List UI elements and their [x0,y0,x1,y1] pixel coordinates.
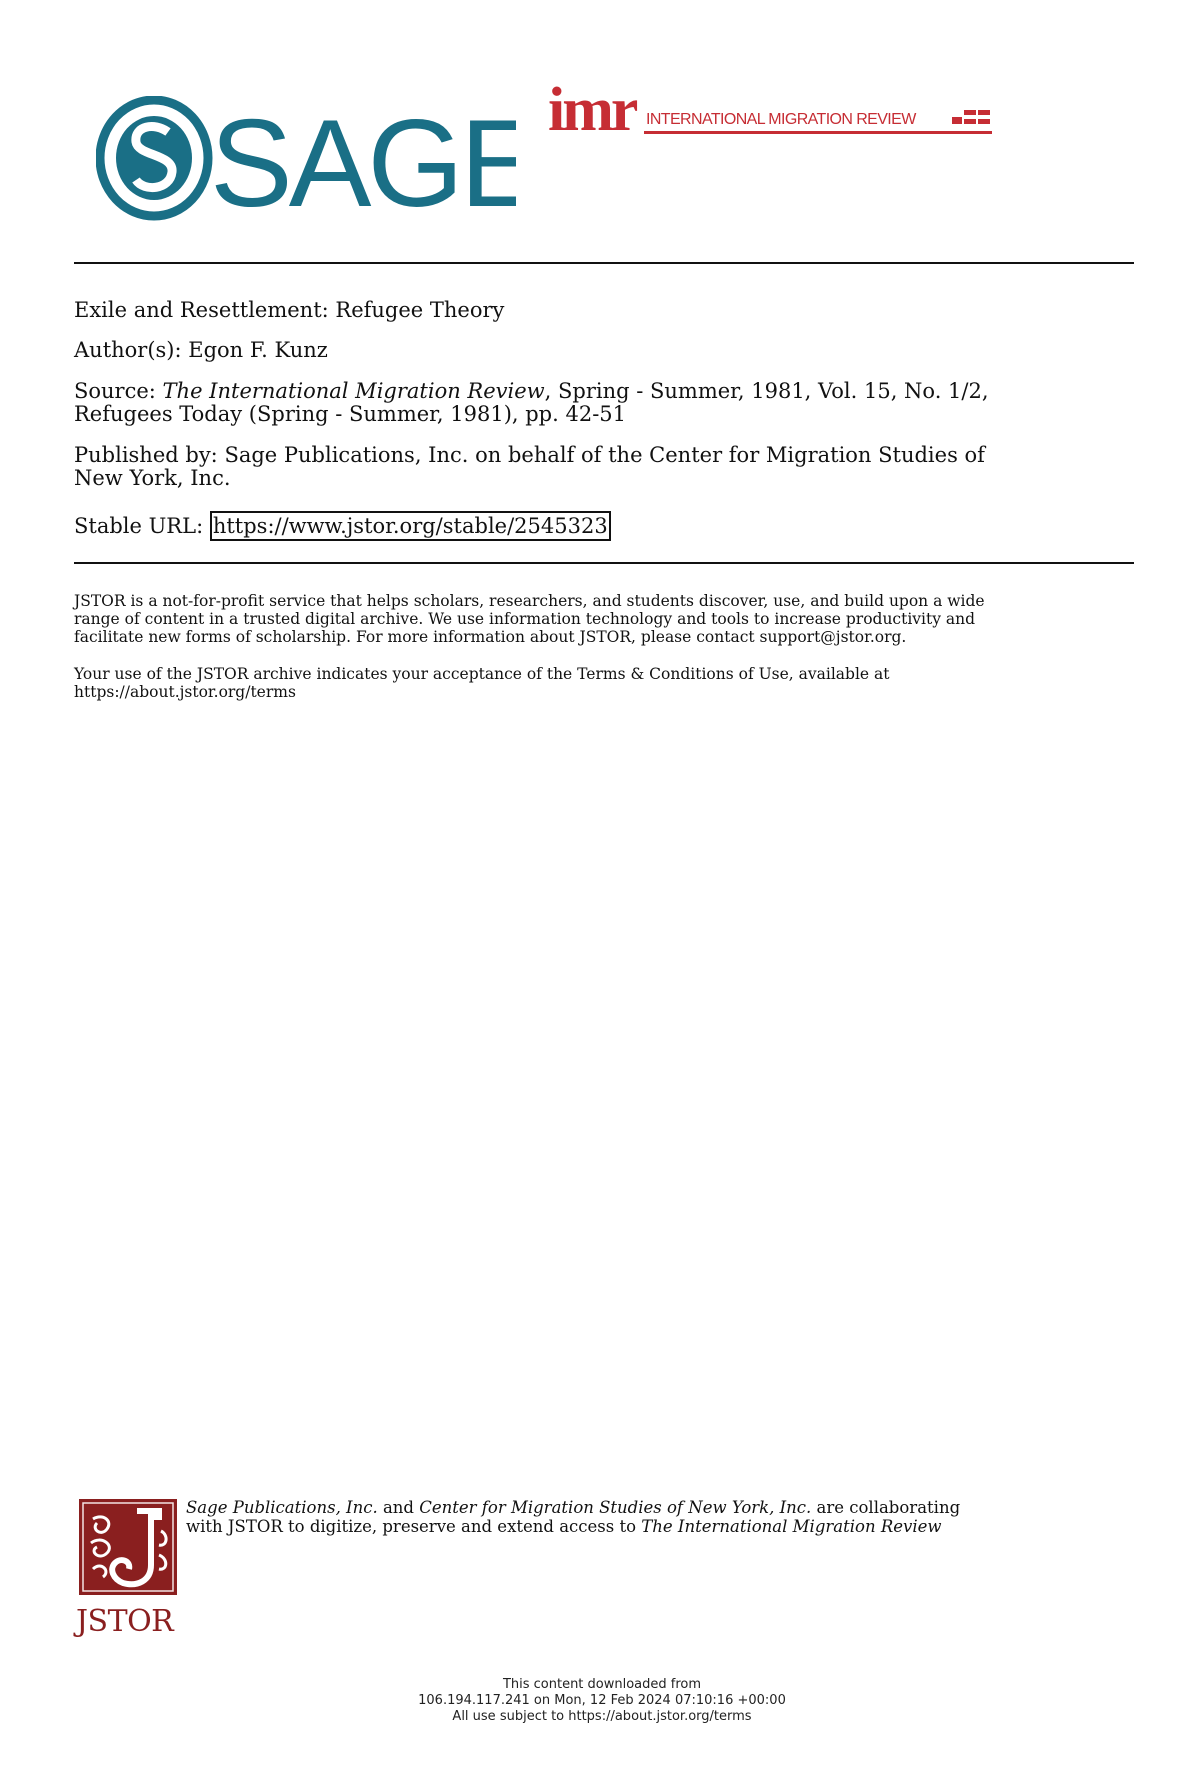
source-details: , Spring - Summer, 1981, Vol. 15, No. 1/2, [544,379,989,403]
author-line [74,339,1134,362]
terms-line-2: https://about.jstor.org/terms [74,683,296,701]
author-label: Author(s): [74,338,182,362]
notice-line-2: range of content in a trusted digital archive. We use information technology and tools to increase productivity and [74,610,976,628]
stable-url-line [74,511,1134,541]
collab-rest: are collaborating [811,1498,961,1517]
collab-journal: The International Migration Review [641,1517,942,1536]
source-line [74,380,1134,426]
published-by-cont: New York, Inc. [74,466,231,490]
stable-url-label: Stable URL: [74,514,204,538]
author-name: Egon F. Kunz [188,338,328,362]
collab-and: and [377,1498,420,1517]
footer-line-3: All use subject to https://about.jstor.org/terms [452,1709,752,1724]
source-issue: Refugees Today (Spring - Summer, 1981), pp. 42-51 [74,402,627,426]
article-title: Exile and Resettlement: Refugee Theory [74,298,505,322]
bottom-divider [74,562,1134,564]
imr-logo-mark: imr [548,80,636,140]
jstor-seal-icon [79,1499,177,1599]
sage-logo [96,96,516,230]
top-divider [74,262,1134,264]
terms-notice [74,665,1134,701]
source-label: Source: [74,379,156,403]
imr-logo [548,80,1008,144]
published-by: Sage Publications, Inc. on behalf of the Center for Migration Studies of [224,443,985,467]
collaboration-statement [186,1498,1066,1536]
collab-line-2: with JSTOR to digitize, preserve and extend access to [186,1517,642,1536]
terms-line-1: Your use of the JSTOR archive indicates your acceptance of the Terms & Conditions of Use, available at [74,665,890,683]
download-notice [2,1677,1200,1725]
collab-publisher-2: Center for Migration Studies of New York, Inc. [419,1498,812,1517]
source-journal: The International Migration Review [162,379,545,403]
jstor-notice [74,592,1134,646]
imr-logo-text: INTERNATIONAL MIGRATION REVIEW [646,111,916,128]
sage-logo-text: SAGE [210,96,516,226]
jstor-wordmark: JSTOR [76,1604,174,1639]
notice-line-1: JSTOR is a not-for-profit service that helps scholars, researchers, and students discover, use, and build upon a wide [74,592,985,610]
notice-line-3: facilitate new forms of scholarship. For more information about JSTOR, please contact support@jstor.org. [74,628,907,646]
published-label: Published by: [74,443,218,467]
publisher-line [74,444,1134,490]
footer-line-2: 106.194.117.241 on Mon, 12 Feb 2024 07:10:16 +00:00 [418,1693,786,1708]
collab-publisher-1: Sage Publications, Inc. [186,1498,378,1517]
stable-url-link[interactable]: https://www.jstor.org/stable/2545323 [210,511,611,541]
footer-line-1: This content downloaded from [502,1677,702,1692]
